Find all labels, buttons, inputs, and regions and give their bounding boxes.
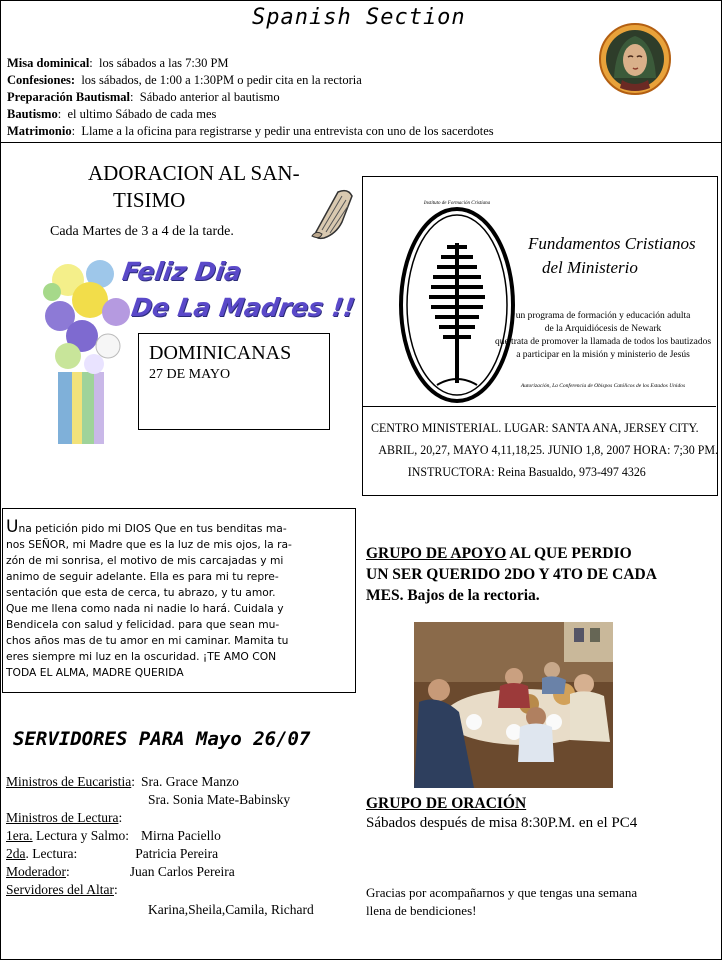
closing-line2: llena de bendiciones! (366, 903, 477, 918)
footer-line2: ABRIL, 20,27, MAYO 4,11,18,25. JUNIO 1,8, 2007 HORA: 7;30 PM. (378, 442, 719, 457)
ministerio-logo-text: Instituto de Formación Cristiana (423, 201, 491, 206)
desc-line: de la Arquidiócesis de Newark (544, 324, 662, 334)
ministerio-title-line2: del Ministerio (542, 258, 638, 277)
footer-line3: INSTRUCTORA: Reina Basualdo, 973-497 4326 (407, 464, 646, 479)
peticion-line: Una petición pido mi DIOS Que en tus benditas ma- (6, 517, 287, 537)
peticion-line: nos SEÑOR, mi Madre que es la luz de mis ojos, la ra- (6, 538, 292, 551)
servidor-row: Servidores del Altar: (6, 882, 118, 897)
drop-cap: U (6, 517, 19, 537)
ministerio-flyer (362, 176, 718, 496)
peticion-line: sentación que esta de cerca, tu abrazo, y tu amor. (6, 586, 276, 599)
misa-line: Misa dominical: los sábados a las 7:30 PM (7, 56, 229, 70)
peticion-line: eres siempre mi luz en la oscuridad. ¡TE AMO CON (6, 650, 277, 663)
peticion-line: animo de seguir adelante. Ella es para mi tu repre- (6, 570, 279, 583)
header-schedule (7, 55, 494, 140)
flyer-divider (363, 406, 716, 407)
peticion-line: TODA EL ALMA, MADRE QUERIDA (6, 666, 184, 679)
ministerio-title-line1: Fundamentos Cristianos (528, 234, 696, 253)
section-title: Spanish Section (252, 5, 466, 30)
servidor-row: Ministros de Eucaristia: Sra. Grace Manzo (6, 774, 239, 789)
apoyo-line1: GRUPO DE APOYO AL QUE PERDIO (366, 545, 632, 562)
adoracion-title-line2: TISIMO (113, 188, 186, 212)
dominicanas-date: 27 DE MAYO (149, 367, 231, 382)
closing-line1: Gracias por acompañarnos y que tengas una semana (366, 885, 638, 900)
family-prayer-photo (414, 622, 613, 788)
apoyo-title: GRUPO DE APOYO (366, 545, 507, 562)
servidor-row: 1era. Lectura y Salmo: Mirna Paciello (6, 828, 221, 843)
servidor-row: Ministros de Lectura: (6, 810, 123, 825)
oracion-text: Sábados después de misa 8:30P.M. en el PC4 (366, 815, 638, 831)
dominicanas-box (138, 333, 330, 430)
ministerio-footer (371, 417, 718, 483)
apoyo-line3: MES. Bajos de la rectoria. (366, 587, 540, 604)
peticion-text (6, 519, 292, 681)
desc-line: a participar en la misión y ministerio de Jesús (516, 350, 690, 360)
peticion-line: zón de mi sonrisa, el motivo de mis carcajadas y mi (6, 554, 284, 567)
greeting-line2: De La Madres !! (129, 293, 357, 322)
bautismo-line: Bautismo: el ultimo Sábado de cada mes (7, 107, 217, 121)
desc-line: que trata de promover la llamada de todos los bautizados (494, 337, 712, 347)
footer-line1: CENTRO MINISTERIAL. LUGAR: SANTA ANA, JERSEY CITY. (371, 420, 699, 435)
ministerio-authorization: Autorización, La Conferencia de Obispos Católicos de los Estados Unidos (520, 383, 686, 389)
adoracion-title (88, 160, 300, 214)
ministerio-description (493, 310, 713, 362)
adoracion-schedule: Cada Martes de 3 a 4 de la tarde. (50, 224, 234, 239)
peticion-line: Bendicela con salud y felicidad. para que sean mu- (6, 618, 280, 631)
peticion-line: Que me llena como nada ni nadie lo hará. Cuidala y (6, 602, 284, 615)
matrimonio-line: Matrimonio: Llame a la oficina para registrarse y pedir una entrevista con uno de los sacerdotes (7, 124, 494, 138)
closing-message (366, 884, 637, 920)
servidor-row: 2da. Lectura: Patricia Pereira (6, 846, 219, 861)
servidor-row: Moderador: Juan Carlos Pereira (6, 864, 235, 879)
apoyo-line2: UN SER QUERIDO 2DO Y 4TO DE CADA (366, 566, 657, 583)
servidores-title: SERVIDORES PARA Mayo 26/07 (13, 728, 311, 750)
oracion-title: GRUPO DE ORACIÓN (366, 795, 527, 812)
mothers-day-greeting (115, 254, 362, 326)
apoyo-block (366, 543, 657, 606)
virgin-medallion-icon (598, 22, 672, 96)
ministerio-logo-icon (397, 205, 517, 405)
dominicanas-title: DOMINICANAS (149, 342, 292, 364)
peticion-line: chos años mas de tu amor en mi caminar. Mamita tu (6, 634, 289, 647)
servidores-list (6, 773, 314, 919)
preparacion-line: Preparación Bautismal: Sábado anterior al bautismo (7, 90, 280, 104)
confesiones-line: Confesiones: los sábados, de 1:00 a 1:30PM o pedir cita en la rectoria (7, 73, 362, 87)
servidor-row: Sra. Sonia Mate-Babinsky (148, 792, 291, 807)
adoracion-title-line1: ADORACION AL SAN- (88, 161, 300, 185)
peticion-box (2, 508, 356, 693)
servidor-row: Karina,Sheila,Camila, Richard (148, 902, 314, 917)
greeting-line1: Feliz Dia (120, 257, 244, 286)
ministerio-title (528, 232, 696, 280)
praying-hands-icon (308, 186, 360, 242)
desc-line: un programa de formación y educación adulta (515, 311, 691, 321)
